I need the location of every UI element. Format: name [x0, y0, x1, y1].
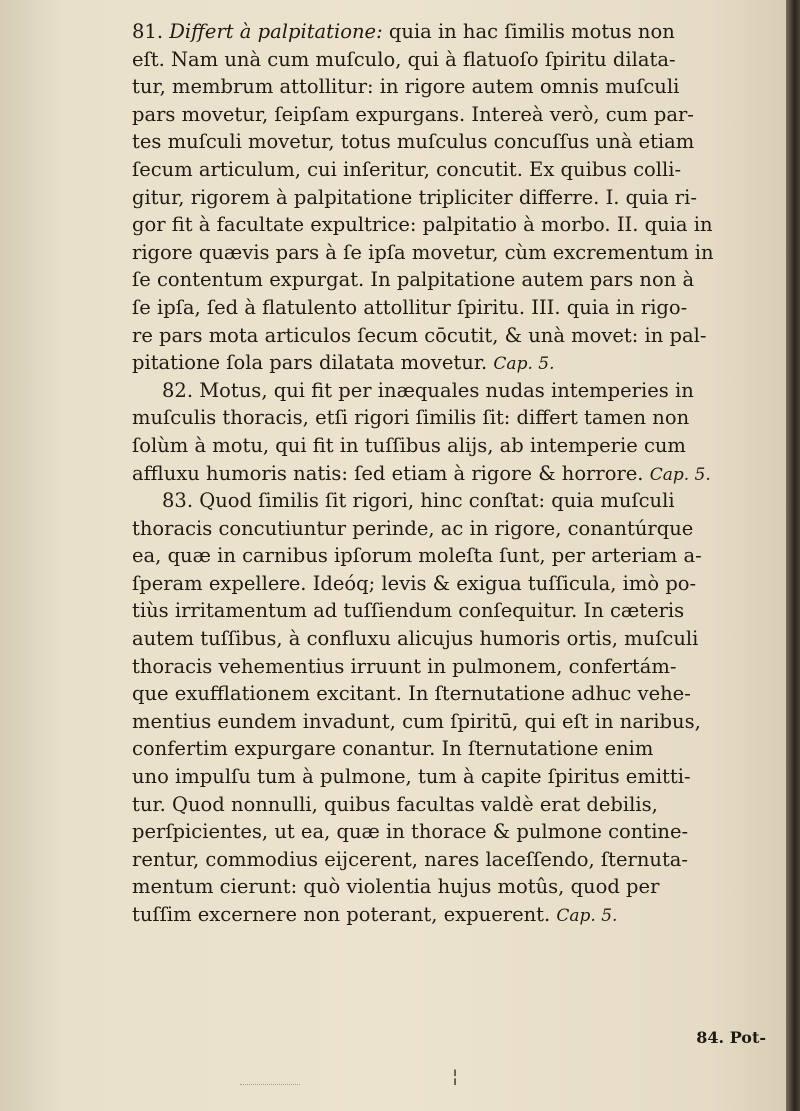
text-line [132, 211, 768, 239]
text-run: mentum cierunt: quò violentia hujus motûs, quod per [132, 875, 660, 899]
catchword: 84. Pot- [696, 1028, 766, 1047]
text-line [132, 322, 768, 350]
text-line [132, 846, 768, 874]
text-run: 83. Quod ſimilis ſit rigori, hinc conſtat: quia muſculi [162, 489, 675, 513]
page-text-block [132, 18, 768, 929]
text-line [132, 432, 768, 460]
chapter-reference: Cap. 5. [493, 354, 555, 375]
text-line [132, 818, 768, 846]
text-line [132, 404, 768, 432]
paragraph-82 [132, 377, 768, 487]
text-run: perſpicientes, ut ea, quæ in thorace & pulmone contine- [132, 820, 689, 844]
text-line [132, 266, 768, 294]
text-line [132, 377, 768, 405]
chapter-reference: Cap. 5. [649, 464, 711, 485]
text-line [132, 294, 768, 322]
text-line [132, 708, 768, 736]
text-run: pars movetur, ſeipſam expurgans. Intereà verò, cum par- [132, 102, 694, 126]
binding-edge [786, 0, 800, 1111]
text-run: gor fit à facultate expultrice: palpitatio à morbo. II. quia in [132, 213, 713, 237]
text-run: ea, quæ in carnibus ipſorum moleſta ſunt, per arteriam a- [132, 544, 702, 568]
text-run: ſperam expellere. Ideóq; levis & exigua tuſſicula, imò po- [132, 571, 697, 595]
text-line [132, 73, 768, 101]
text-line [132, 101, 768, 129]
text-run: autem tuſſibus, à confluxu alicujus humoris ortis, muſculi [132, 627, 699, 651]
text-run: gitur, rigorem à palpitatione tripliciter differre. I. quia ri- [132, 185, 697, 209]
text-run: rigore quævis pars à ſe ipſa movetur, cùm excrementum in [132, 240, 714, 264]
text-run: tiùs irritamentum ad tuſſiendum conſequitur. In cæteris [132, 599, 685, 623]
text-run: tuſſim excernere non poterant, expuerent. [132, 903, 557, 926]
text-line [132, 18, 768, 46]
text-run: 81. [132, 20, 170, 43]
text-run: tes muſculi movetur, totus muſculus concuſſus unà etiam [132, 130, 695, 154]
text-run: re pars mota articulos ſecum cōcutit, & unà movet: in pal- [132, 323, 707, 347]
text-run: mentius eundem invadunt, cum ſpiritū, qui eſt in naribus, [132, 709, 701, 733]
text-line [132, 460, 768, 488]
paragraph-81 [132, 18, 768, 377]
text-line [132, 349, 768, 377]
text-line [132, 873, 768, 901]
text-run: pitatione ſola pars dilatata movetur. [132, 351, 494, 375]
text-line [132, 597, 768, 625]
text-line [132, 901, 768, 929]
text-run: ſe contentum expurgat. In palpitatione autem pars non à [132, 268, 695, 292]
text-line [132, 156, 768, 184]
text-run: ſolùm à motu, qui fit in tuſſibus alijs, ab intemperie cum [132, 433, 686, 457]
text-run: quia in hac ſimilis motus non [382, 20, 675, 43]
text-line [132, 653, 768, 681]
text-run: thoracis vehementius irruunt in pulmonem, confertám- [132, 654, 677, 678]
text-line [132, 763, 768, 791]
italic-heading: Differt à palpitatione: [169, 20, 383, 43]
text-line [132, 46, 768, 74]
text-line [132, 128, 768, 156]
signature-mark: ¦ [452, 1066, 459, 1087]
text-line [132, 542, 768, 570]
text-run: tur. Quod nonnulli, quibus facultas valdè erat debilis, [132, 792, 658, 816]
text-run: que exufflationem excitant. In ſternutatione adhuc vehe- [132, 682, 691, 706]
text-run: ſe ipſa, ſed à flatulento attollitur ſpiritu. III. quia in rigo- [132, 295, 688, 319]
chapter-reference: Cap. 5. [556, 906, 618, 926]
text-line [132, 570, 768, 598]
text-run: eſt. Nam unà cum muſculo, qui à flatuoſo ſpiritu dilata- [132, 47, 676, 71]
text-line [132, 791, 768, 819]
catchword-row [132, 1028, 768, 1056]
text-run: thoracis concutiuntur perinde, ac in rigore, conantúrque [132, 516, 694, 540]
text-run: rentur, commodius eijcerent, nares laceſſendo, ſternuta- [132, 847, 689, 871]
text-line [132, 625, 768, 653]
text-run: 82. Motus, qui fit per inæquales nudas intemperies in [162, 378, 694, 402]
text-run: confertim expurgare conantur. In ſternutatione enim [132, 737, 654, 761]
print-smudge [240, 1078, 300, 1085]
text-run: uno impulſu tum à pulmone, tum à capite ſpiritus emitti- [132, 765, 691, 789]
text-run: muſculis thoracis, etſi rigori ſimilis ſit: differt tamen non [132, 406, 690, 430]
paragraph-83 [132, 487, 768, 929]
text-line [132, 515, 768, 543]
text-line [132, 184, 768, 212]
text-line [132, 487, 768, 515]
text-line [132, 680, 768, 708]
text-run: affluxu humoris natis: ſed etiam à rigore & horrore. [132, 461, 650, 485]
text-run: tur, membrum attollitur: in rigore autem omnis muſculi [132, 75, 680, 99]
text-run: ſecum articulum, cui inſeritur, concutit. Ex quibus colli- [132, 157, 682, 181]
text-line [132, 735, 768, 763]
text-line [132, 239, 768, 267]
